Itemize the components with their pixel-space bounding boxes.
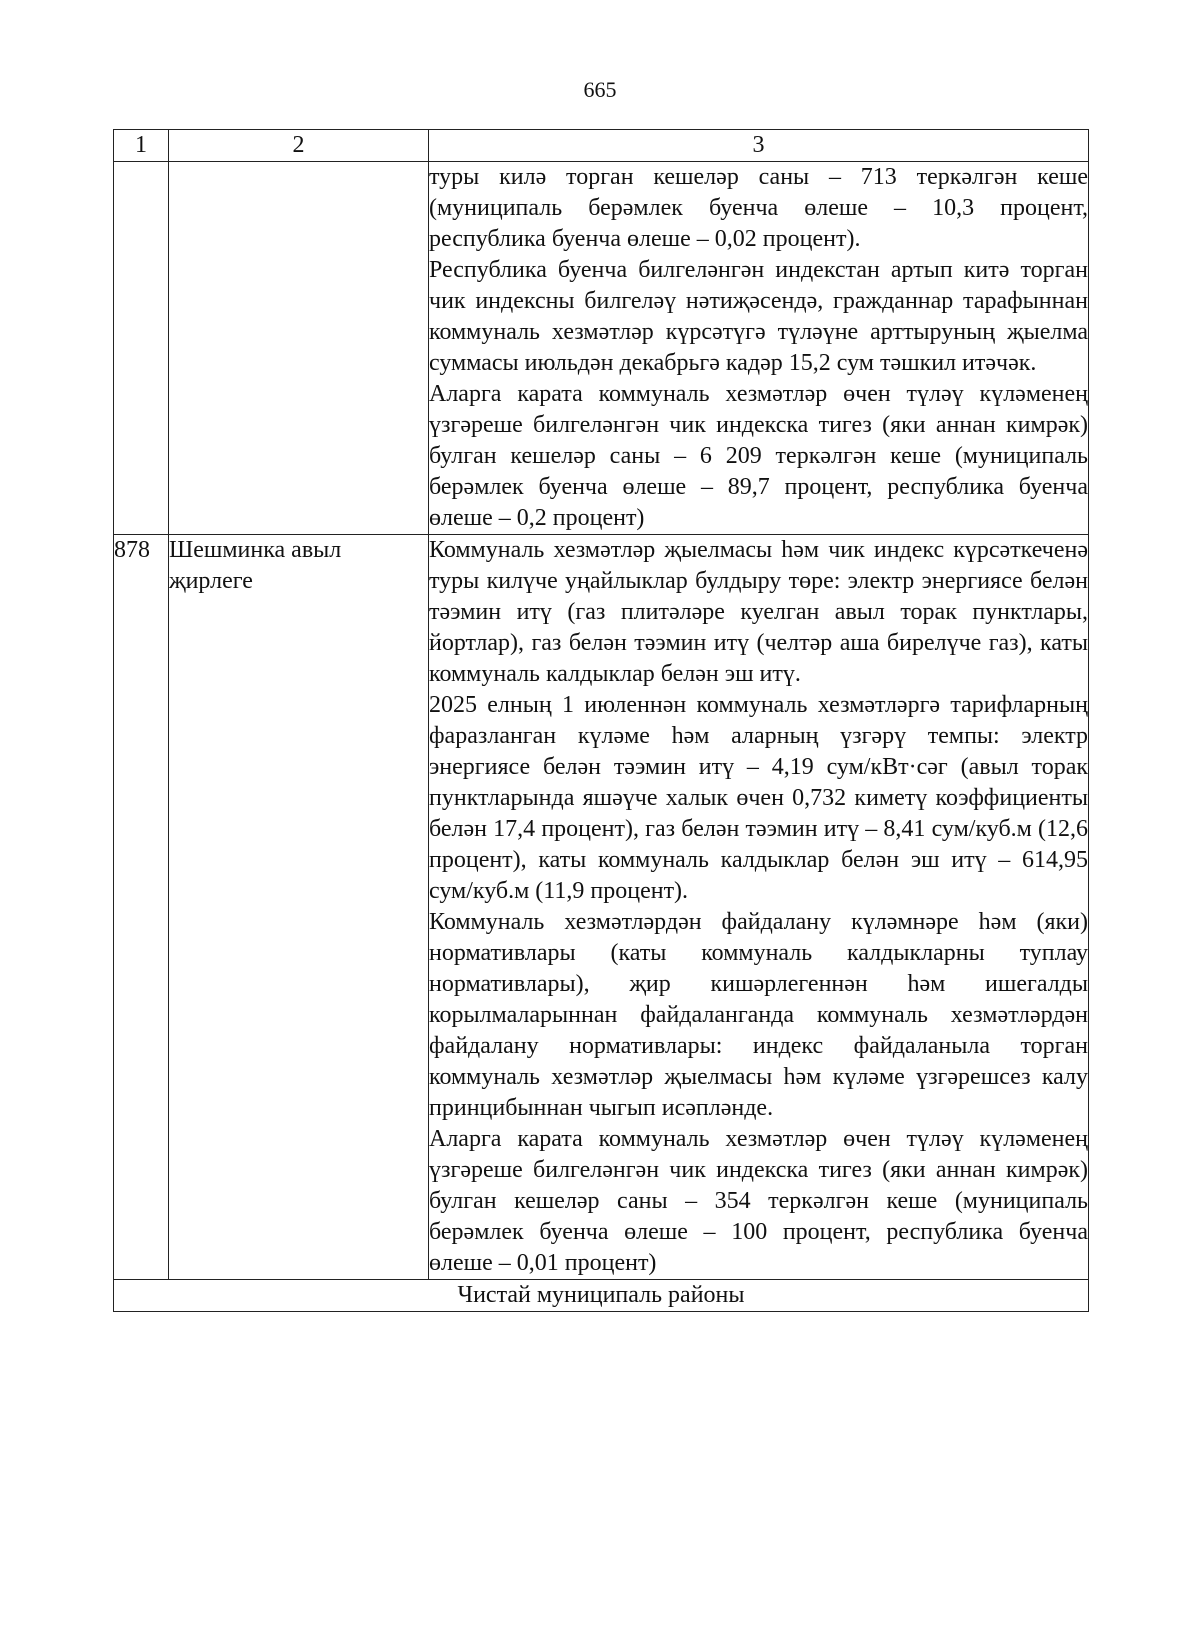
row-number: 878 xyxy=(114,535,169,1280)
table-row xyxy=(114,535,1089,1280)
content-paragraph: Республика буенча билгеләнгән индекстан артып китә торган чик индексны билгеләү нәтиҗәсендә, гражданнар тарафыннан коммуналь хезмәтләр күрсәтүгә түләүне арттыруның җыелма суммасы июльдән декабрьгә кадәр 15,2 сум тәшкил итәчәк. xyxy=(429,257,1088,376)
column-header-2: 2 xyxy=(169,130,429,162)
content-paragraph: туры килә торган кешеләр саны – 713 теркәлгән кеше (муниципаль берәмлек буенча өлеше – 10,3 процент, республика буенча өлеше – 0,02 процент). xyxy=(429,164,1088,252)
content-paragraph: Аларга карата коммуналь хезмәтләр өчен түләү күләменең үзгәреше билгеләнгән чик индекска тигез (яки аннан кимрәк) булган кешеләр саны – 354 теркәлгән кеше (муниципаль берәмлек буенча өлеше – 100 процент, республика буенча өлеше – 0,01 процент) xyxy=(429,1126,1088,1276)
continuation-row xyxy=(114,162,1089,535)
column-header-3: 3 xyxy=(429,130,1089,162)
content-paragraph: Коммуналь хезмәтләр җыелмасы һәм чик индекс күрсәткеченә туры килүче уңайлыклар булдыру төре: электр энергиясе белән тәэмин итү (газ плитәләре куелган авыл торак пунктлары, йортлар), газ белән тәэмин итү (челтәр аша бирелүче газ), каты коммуналь калдыклар белән эш итү. xyxy=(429,537,1088,687)
section-footer-row xyxy=(114,1280,1089,1312)
district-title: Чистай муниципаль районы xyxy=(114,1280,1089,1312)
settlement-name: Шешминка авыл җирлеге xyxy=(169,535,429,1280)
page-number: 665 xyxy=(583,77,617,102)
table-header-row xyxy=(114,130,1089,162)
content-paragraph: 2025 елның 1 июленнән коммуналь хезмәтләргә тарифларның фаразланган күләме һәм аларның үзгәрү темпы: электр энергиясе белән тәэмин итү – 4,19 сум/кВт·сәг (авыл торак пунктларында яшәүче халык өчен 0,732 киметү коэффициенты белән 17,4 процент), газ белән тәэмин итү – 8,41 сум/куб.м (12,6 процент), каты коммуналь калдыклар белән эш итү – 614,95 сум/куб.м (11,9 процент). xyxy=(429,692,1088,904)
content-paragraph: Коммуналь хезмәтләрдән файдалану күләмнәре һәм (яки) нормативлары (каты коммуналь калдыкларны туплау нормативлары), җир кишәрлегеннән һәм ишегалды корылмаларыннан файдаланганда коммуналь хезмәтләрдән файдалану нормативлары: индекс файдаланыла торган коммуналь хезмәтләр җыелмасы һәм күләме үзгәрешсез калу принцибыннан чыгып исәпләнде. xyxy=(429,909,1088,1121)
continuation-number-cell xyxy=(114,162,169,535)
municipality-table xyxy=(113,129,1089,1312)
row-content-cell xyxy=(429,535,1089,1280)
content-paragraph: Аларга карата коммуналь хезмәтләр өчен түләү күләменең үзгәреше билгеләнгән чик индекска тигез (яки аннан кимрәк) булган кешеләр саны – 6 209 теркәлгән кеше (муниципаль берәмлек буенча өлеше – 89,7 процент, республика буенча өлеше – 0,2 процент) xyxy=(429,381,1088,531)
continuation-content-cell xyxy=(429,162,1089,535)
column-header-1: 1 xyxy=(114,130,169,162)
continuation-name-cell xyxy=(169,162,429,535)
